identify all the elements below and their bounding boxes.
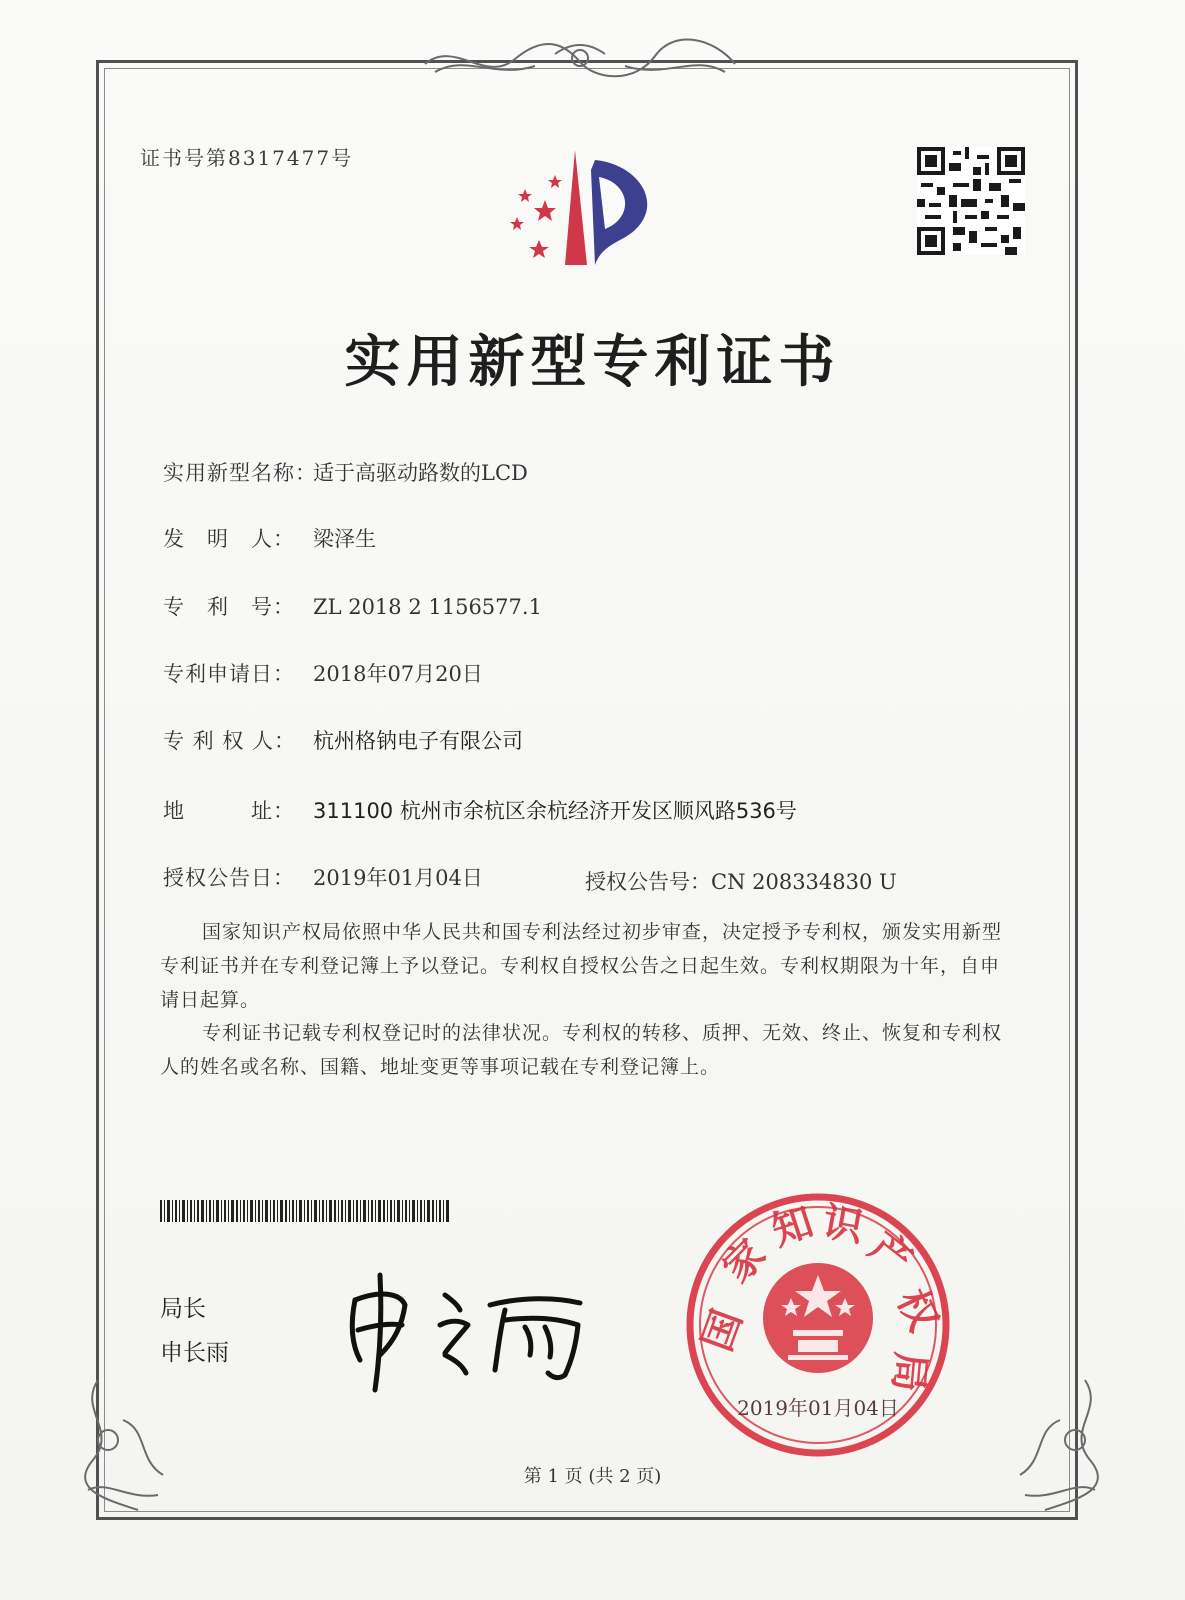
director-title: 局长 (160, 1296, 206, 1322)
svg-text:家: 家 (714, 1231, 775, 1292)
svg-text:局: 局 (884, 1349, 934, 1394)
field-label: 授权公告号： (585, 870, 711, 894)
field-value: 梁泽生 (313, 527, 376, 551)
field-address (163, 795, 797, 825)
field-label: 实用新型名称： (163, 461, 317, 485)
svg-text:识: 识 (819, 1198, 867, 1252)
director-signature-icon (340, 1265, 600, 1395)
field-label: 发 明 人： (163, 527, 295, 551)
barcode-icon (160, 1200, 450, 1222)
svg-text:国: 国 (694, 1304, 752, 1358)
certificate-number: 证书号第8317477号 (140, 146, 354, 170)
legal-paragraph-2: 专利证书记载专利权登记时的法律状况。专利权的转移、质押、无效、终止、恢复和专利权人的姓名或名称、国籍、地址变更等事项记载在专利登记簿上。 (160, 1022, 1003, 1078)
director-name: 申长雨 (160, 1340, 229, 1366)
qr-code-icon (917, 147, 1025, 255)
svg-text:知: 知 (766, 1198, 819, 1256)
field-utility-model-name (163, 457, 528, 487)
field-label: 专 利 号： (163, 595, 295, 619)
field-value: 杭州格钠电子有限公司 (313, 729, 523, 753)
field-grant-publication-number (585, 866, 897, 896)
cnipa-emblem-icon (495, 145, 665, 275)
certificate-title: 实用新型专利证书 (344, 329, 841, 395)
field-value: ZL 2018 2 1156577.1 (313, 595, 542, 619)
field-value: 2018年07月20日 (313, 662, 483, 686)
field-value: 2019年01月04日 (313, 866, 483, 890)
corner-ornament-icon (1005, 1370, 1115, 1520)
svg-text:权: 权 (887, 1282, 947, 1339)
field-label: 地 址： (163, 799, 295, 823)
field-value: 适于高驱动路数的LCD (313, 461, 528, 485)
corner-ornament-icon (68, 1370, 178, 1520)
field-value: CN 208334830 U (711, 870, 897, 894)
field-label: 授权公告日： (163, 866, 295, 890)
field-application-date (163, 658, 483, 688)
legal-paragraph-1: 国家知识产权局依照中华人民共和国专利法经过初步审查，决定授予专利权，颁发实用新型专利证书并在专利登记簿上予以登记。专利权自授权公告之日起生效。专利权期限为十年，自申请日起算。 (160, 921, 1003, 1011)
seal-date: 2019年01月04日 (737, 1396, 899, 1420)
field-grant-date (163, 862, 483, 892)
field-value: 311100 杭州市余杭区余杭经济开发区顺风路536号 (313, 799, 797, 823)
field-label: 专 利 权 人： (163, 729, 297, 753)
field-patent-holder (163, 725, 523, 755)
field-label: 专利申请日： (163, 662, 295, 686)
top-ornament-icon (415, 34, 745, 86)
page-indicator: 第 1 页 (共 2 页) (523, 1466, 662, 1487)
field-patent-number (163, 591, 542, 621)
svg-text:产: 产 (860, 1223, 921, 1285)
field-inventor (163, 523, 376, 553)
